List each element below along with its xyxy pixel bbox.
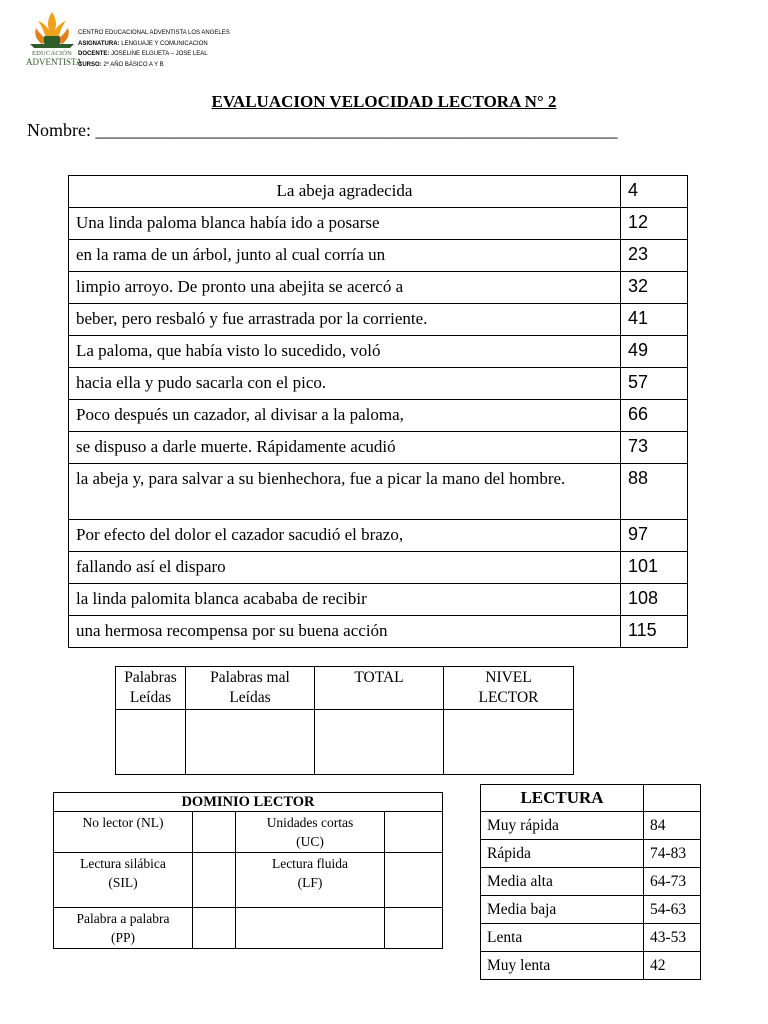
reading-speed-empty-header (644, 785, 701, 812)
school-info (78, 28, 230, 70)
fluent-line2: (LF) (297, 875, 323, 890)
total-header: TOTAL (315, 667, 444, 710)
reading-speed-value: 54-63 (644, 896, 701, 924)
reading-line-text: en la rama de un árbol, junto al cual corría un (69, 240, 621, 272)
teacher-value: JOSELINE ELGUETA – JOSE LEAL (111, 51, 208, 57)
reading-line-text: beber, pero resbaló y fue arrastrada por la corriente. (69, 304, 621, 336)
words-read-header (116, 667, 186, 710)
subject-row (78, 39, 230, 50)
misread-words-header-line1: Palabras mal (210, 669, 290, 686)
word-by-word-label (54, 908, 193, 949)
reading-line-row (69, 368, 688, 400)
reading-line-count: 23 (621, 240, 688, 272)
course-label: CURSO: (78, 61, 102, 68)
reading-mastery-title: DOMINIO LECTOR (54, 793, 443, 812)
reading-speed-label: Rápida (481, 840, 644, 868)
reading-speed-row (481, 924, 701, 952)
non-reader-label: No lector (NL) (54, 812, 193, 853)
reading-line-count: 73 (621, 432, 688, 464)
reading-speed-label: Muy lenta (481, 952, 644, 980)
page-title: EVALUACION VELOCIDAD LECTORA N° 2 (211, 92, 557, 111)
reading-line-row (69, 552, 688, 584)
syllabic-label (54, 853, 193, 908)
reading-line-row (69, 520, 688, 552)
reading-line-row (69, 464, 688, 520)
mastery-row-1 (54, 812, 443, 853)
reading-speed-value: 84 (644, 812, 701, 840)
short-units-line2: (UC) (296, 834, 324, 849)
reading-line-count: 108 (621, 584, 688, 616)
reading-line-text: Poco después un cazador, al divisar a la paloma, (69, 400, 621, 432)
fluent-line1: Lectura fluida (271, 856, 349, 871)
reading-line-row (69, 616, 688, 648)
mastery-row-3 (54, 908, 443, 949)
reading-speed-title: LECTURA (481, 785, 644, 812)
reading-speed-row (481, 896, 701, 924)
reading-line-text: la linda palomita blanca acababa de recibir (69, 584, 621, 616)
reader-level-header-line2: LECTOR (478, 689, 539, 706)
word-by-word-check[interactable] (193, 908, 236, 949)
short-units-label (236, 812, 385, 853)
mastery-row-2 (54, 853, 443, 908)
reading-speed-table (480, 784, 701, 980)
reader-level-cell[interactable] (444, 710, 574, 775)
words-read-cell[interactable] (116, 710, 186, 775)
reading-speed-label: Media alta (481, 868, 644, 896)
reading-line-count: 12 (621, 208, 688, 240)
name-line[interactable]: __________________________________________________________ (95, 120, 618, 140)
reading-mastery-table (53, 792, 443, 949)
words-read-header-line2: Leídas (129, 689, 172, 706)
short-units-line1: Unidades cortas (266, 815, 354, 830)
reader-level-header (444, 667, 574, 710)
reading-speed-row (481, 868, 701, 896)
reading-line-count: 115 (621, 616, 688, 648)
reading-line-text: fallando así el disparo (69, 552, 621, 584)
syllabic-line1: Lectura silábica (80, 856, 166, 871)
teacher-row (78, 49, 230, 60)
reading-line-text: hacia ella y pudo sacarla con el pico. (69, 368, 621, 400)
course-row (78, 60, 230, 71)
reading-line-text: Una linda paloma blanca había ido a posarse (69, 208, 621, 240)
reading-line-count: 97 (621, 520, 688, 552)
words-read-header-line1: Palabras (124, 669, 177, 686)
reading-speed-row (481, 952, 701, 980)
reading-line-count: 49 (621, 336, 688, 368)
fluent-label (236, 853, 385, 908)
reading-speed-value: 43-53 (644, 924, 701, 952)
reading-speed-value: 42 (644, 952, 701, 980)
reading-line-row (69, 208, 688, 240)
reading-line-row (69, 240, 688, 272)
syllabic-line2: (SIL) (108, 875, 138, 890)
reading-line-text: se dispuso a darle muerte. Rápidamente acudió (69, 432, 621, 464)
reading-speed-value: 74-83 (644, 840, 701, 868)
reading-line-text: La paloma, que había visto lo sucedido, voló (69, 336, 621, 368)
reading-line-text: limpio arroyo. De pronto una abejita se acercó a (69, 272, 621, 304)
total-cell[interactable] (315, 710, 444, 775)
reading-line-count: 32 (621, 272, 688, 304)
misread-words-cell[interactable] (186, 710, 315, 775)
empty-cell (385, 908, 443, 949)
reading-speed-label: Media baja (481, 896, 644, 924)
reading-title: La abeja agradecida (69, 176, 621, 208)
logo-line2: ADVENTISTA (26, 56, 83, 67)
reading-speed-header (481, 785, 701, 812)
reading-line-row (69, 432, 688, 464)
reading-line-row (69, 272, 688, 304)
misread-words-header-line2: Leídas (229, 689, 271, 706)
reading-line-count: 66 (621, 400, 688, 432)
fluent-check[interactable] (385, 853, 443, 908)
school-logo (26, 8, 83, 70)
reading-table (68, 175, 688, 648)
results-table (115, 666, 574, 775)
reading-line-text: la abeja y, para salvar a su bienhechora, fue a picar la mano del hombre. (69, 464, 621, 520)
syllabic-check[interactable] (193, 853, 236, 908)
teacher-label: DOCENTE: (78, 51, 110, 57)
reading-line-row (69, 400, 688, 432)
reading-line-count: 41 (621, 304, 688, 336)
logo-line1: EDUCACIÓN (31, 50, 73, 57)
empty-cell (236, 908, 385, 949)
reading-speed-label: Muy rápida (481, 812, 644, 840)
reader-level-header-line1: NIVEL (485, 669, 532, 686)
reading-speed-value: 64-73 (644, 868, 701, 896)
reading-line-count: 57 (621, 368, 688, 400)
name-field[interactable] (27, 120, 617, 141)
reading-title-count: 4 (621, 176, 688, 208)
subject-label: ASIGNATURA: (78, 40, 120, 47)
results-header-row (116, 667, 574, 710)
results-entry-row (116, 710, 574, 775)
reading-line-text: una hermosa recompensa por su buena acción (69, 616, 621, 648)
reading-speed-row (481, 840, 701, 868)
reading-line-text: Por efecto del dolor el cazador sacudió el brazo, (69, 520, 621, 552)
adventist-logo-icon (26, 8, 78, 52)
word-by-word-line2: (PP) (110, 930, 135, 945)
reading-line-row (69, 336, 688, 368)
misread-words-header (186, 667, 315, 710)
short-units-check[interactable] (385, 812, 443, 853)
reading-speed-row (481, 812, 701, 840)
word-by-word-line1: Palabra a palabra (76, 911, 170, 926)
reading-line-count: 88 (621, 464, 688, 520)
non-reader-check[interactable] (193, 812, 236, 853)
reading-speed-label: Lenta (481, 924, 644, 952)
school-header (26, 8, 286, 70)
reading-line-row (69, 304, 688, 336)
reading-line-row (69, 584, 688, 616)
name-label: Nombre: (27, 120, 91, 140)
reading-title-row (69, 176, 688, 208)
reading-line-count: 101 (621, 552, 688, 584)
subject-value: LENGUAJE Y COMUNICACION (121, 40, 208, 47)
course-value: 2º AÑO BÁSICO A Y B (103, 61, 164, 68)
school-name: CENTRO EDUCACIONAL ADVENTISTA LOS ANGELES (78, 30, 230, 36)
